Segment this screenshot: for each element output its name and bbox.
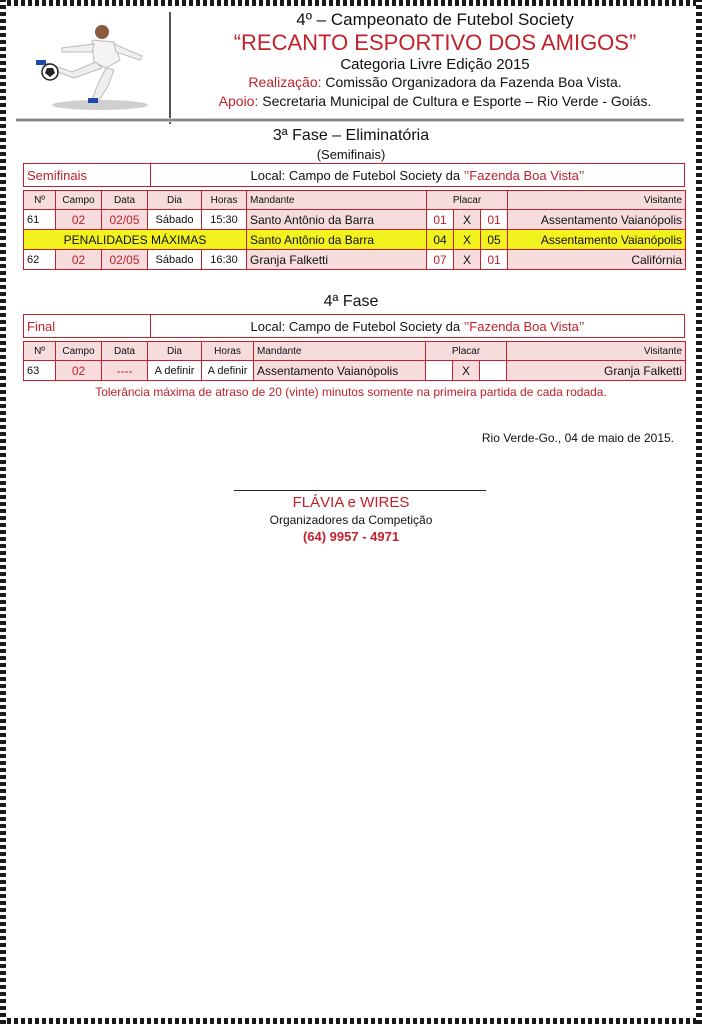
table-row [24, 210, 686, 230]
col-visitante: Visitante [507, 342, 686, 361]
away-team: Granja Falketti [507, 361, 686, 381]
phase3-title: 3ª Fase – Eliminatória [272, 127, 430, 144]
away-score: 05 [481, 230, 508, 250]
match-day: Sábado [148, 210, 202, 230]
score-x: X [454, 250, 481, 270]
away-score: 01 [481, 210, 508, 230]
page-border-bottom [0, 1018, 702, 1024]
final-header-row [24, 342, 686, 361]
col-campo: Campo [56, 191, 102, 210]
penalties-label: PENALIDADES MÁXIMAS [24, 230, 247, 250]
signature-role: Organizadores da Competição [269, 513, 433, 527]
home-score [426, 361, 453, 381]
match-number: 63 [24, 361, 56, 381]
col-num: Nº [24, 191, 56, 210]
header-line-1: 4º – Campeonato de Futebol Society [296, 10, 574, 29]
signature-line [234, 490, 486, 491]
soccer-player-logo [22, 12, 162, 112]
realizacao-line [175, 74, 695, 90]
score-x: X [454, 230, 481, 250]
semifinal-table [23, 190, 686, 270]
col-horas: Horas [202, 191, 247, 210]
final-label: Final [24, 315, 151, 338]
col-num: Nº [24, 342, 56, 361]
semifinal-venue [151, 164, 685, 187]
score-x: X [454, 210, 481, 230]
match-time: 16:30 [202, 250, 247, 270]
match-number: 62 [24, 250, 56, 270]
home-team: Santo Antônio da Barra [247, 230, 427, 250]
home-score: 07 [427, 250, 454, 270]
table-row [24, 250, 686, 270]
away-team: Assentamento Vaianópolis [508, 210, 686, 230]
apoio-line [175, 93, 695, 109]
away-score [480, 361, 507, 381]
col-mandante: Mandante [247, 191, 427, 210]
final-table [23, 341, 686, 381]
col-placar: Placar [427, 191, 508, 210]
apoio-label: Apoio: [218, 93, 259, 109]
match-day: A definir [148, 361, 202, 381]
col-dia: Dia [148, 342, 202, 361]
home-score: 04 [427, 230, 454, 250]
away-team: Assentamento Vaianópolis [508, 230, 686, 250]
match-day: Sábado [148, 250, 202, 270]
table-row [24, 361, 686, 381]
match-time: A definir [202, 361, 254, 381]
home-team: Assentamento Vaianópolis [254, 361, 426, 381]
semifinal-label: Semifinais [24, 164, 151, 187]
match-number: 61 [24, 210, 56, 230]
semifinal-header-row [24, 191, 686, 210]
col-campo: Campo [56, 342, 102, 361]
match-time: 15:30 [202, 210, 247, 230]
page-border-top [0, 0, 702, 6]
header-rule [16, 118, 684, 122]
venue-place: ’’Fazenda Boa Vista’’ [463, 318, 585, 334]
home-team: Santo Antônio da Barra [247, 210, 427, 230]
match-campo: 02 [56, 250, 102, 270]
final-bar [23, 314, 685, 338]
away-score: 01 [481, 250, 508, 270]
col-mandante: Mandante [254, 342, 426, 361]
penalty-row [24, 230, 686, 250]
final-venue [151, 315, 685, 338]
signature-names: FLÁVIA e WIRES [292, 494, 410, 511]
category-edition: Categoria Livre Edição 2015 [340, 56, 530, 73]
home-team: Granja Falketti [247, 250, 427, 270]
tolerance-note: Tolerância máxima de atraso de 20 (vinte) minutos somente na primeira partida de cada rodada. [95, 385, 607, 399]
match-date: ---- [102, 361, 148, 381]
venue-prefix: Local: Campo de Futebol Society da [250, 167, 461, 183]
col-horas: Horas [202, 342, 254, 361]
apoio-value: Secretaria Municipal de Cultura e Esporte – Rio Verde - Goiás. [262, 93, 652, 109]
score-x: X [453, 361, 480, 381]
semifinal-bar [23, 163, 685, 187]
tournament-name: “RECANTO ESPORTIVO DOS AMIGOS” [233, 30, 637, 55]
signature-phone: (64) 9957 - 4971 [302, 529, 400, 544]
venue-place: ’’Fazenda Boa Vista’’ [463, 167, 585, 183]
date-line: Rio Verde-Go., 04 de maio de 2015. [481, 431, 674, 445]
match-campo: 02 [56, 361, 102, 381]
realizacao-label: Realização: [248, 74, 322, 90]
phase3-subtitle: (Semifinais) [316, 147, 386, 162]
col-dia: Dia [148, 191, 202, 210]
match-campo: 02 [56, 210, 102, 230]
realizacao-value: Comissão Organizadora da Fazenda Boa Vista. [325, 74, 622, 90]
phase4-title: 4ª Fase [323, 293, 379, 310]
col-data: Data [102, 191, 148, 210]
col-visitante: Visitante [508, 191, 686, 210]
match-date: 02/05 [102, 250, 148, 270]
header-divider [169, 12, 171, 124]
col-placar: Placar [426, 342, 507, 361]
home-score: 01 [427, 210, 454, 230]
venue-prefix: Local: Campo de Futebol Society da [250, 318, 461, 334]
col-data: Data [102, 342, 148, 361]
match-date: 02/05 [102, 210, 148, 230]
away-team: Califórnia [508, 250, 686, 270]
